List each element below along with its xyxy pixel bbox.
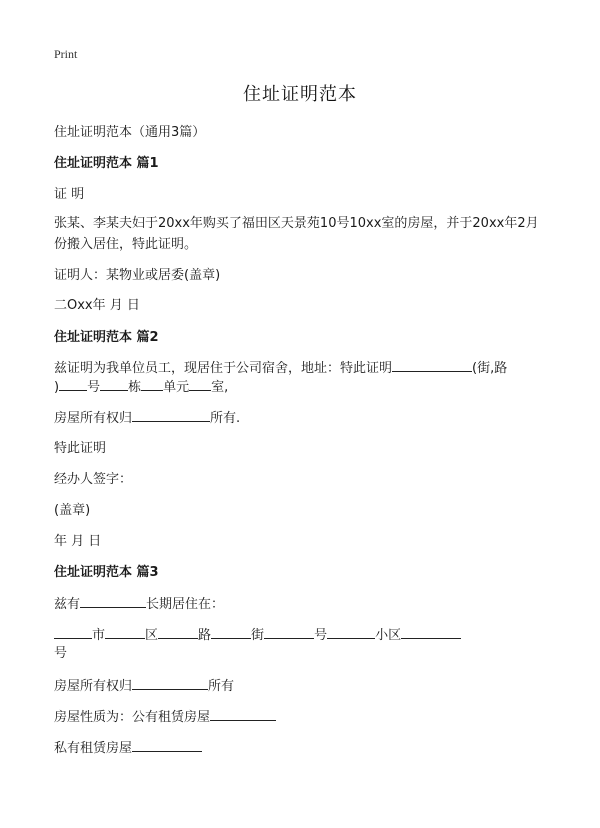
subtitle: 住址证明范本（通用3篇） bbox=[54, 125, 206, 140]
page-title: 住址证明范本 bbox=[243, 84, 357, 105]
paren-close: ) bbox=[54, 380, 60, 395]
nature-label: 房屋性质为：公有租赁房屋 bbox=[54, 710, 211, 725]
part3-address-line bbox=[54, 624, 461, 643]
part2-ownership bbox=[54, 407, 240, 426]
road-label: 路 bbox=[198, 628, 212, 643]
ownership-prefix: 房屋所有权归 bbox=[54, 411, 133, 426]
number-blank[interactable] bbox=[59, 377, 87, 391]
building-blank[interactable] bbox=[100, 377, 128, 391]
part1-heading: 住址证明范本 篇1 bbox=[54, 156, 159, 171]
resident-name-blank[interactable] bbox=[80, 594, 146, 608]
public-rental-blank[interactable] bbox=[210, 707, 276, 721]
part2-line1-text: 兹证明为我单位员工，现居住于公司宿舍，地址：特此证明 bbox=[54, 361, 393, 376]
part2-certify: 特此证明 bbox=[54, 441, 107, 456]
owner-blank[interactable] bbox=[132, 408, 210, 422]
part2-date: 年 月 日 bbox=[54, 534, 102, 549]
resident-prefix: 兹有 bbox=[54, 597, 81, 612]
estate-blank[interactable] bbox=[327, 625, 375, 639]
part1-certifier: 证明人：某物业或居委(盖章) bbox=[54, 268, 221, 283]
part2-address-line2 bbox=[54, 376, 228, 395]
part1-body-line1: 张某、李某夫妇于20xx年购买了福田区天景苑10号10xx室的房屋，并于20xx年2月 bbox=[54, 216, 539, 231]
part1-label: 证 明 bbox=[54, 187, 85, 202]
hao-label: 号 bbox=[87, 380, 101, 395]
owner-blank-3[interactable] bbox=[132, 676, 208, 690]
ownership-suffix: 所有. bbox=[210, 411, 241, 426]
private-rental-blank[interactable] bbox=[132, 738, 202, 752]
ownership-suffix-3: 所有 bbox=[208, 679, 235, 694]
part3-hao-wrap: 号 bbox=[54, 646, 68, 661]
number-blank-3[interactable] bbox=[264, 625, 314, 639]
number-label: 号 bbox=[314, 628, 328, 643]
ownership-prefix-3: 房屋所有权归 bbox=[54, 679, 133, 694]
part1-body-line2: 份搬入居住，特此证明。 bbox=[54, 237, 198, 252]
part2-handler: 经办人签字： bbox=[54, 472, 133, 487]
part3-resident-line bbox=[54, 593, 224, 612]
part1-date: 二Oxx年 月 日 bbox=[54, 298, 140, 313]
estate-number-blank[interactable] bbox=[401, 625, 461, 639]
part2-heading: 住址证明范本 篇2 bbox=[54, 330, 159, 345]
city-label: 市 bbox=[92, 628, 106, 643]
part3-nature bbox=[54, 706, 276, 725]
unit-blank[interactable] bbox=[141, 377, 163, 391]
room-blank[interactable] bbox=[189, 377, 211, 391]
street-blank-3[interactable] bbox=[211, 625, 251, 639]
part3-private-rental bbox=[54, 737, 202, 756]
part3-heading: 住址证明范本 篇3 bbox=[54, 565, 159, 580]
part2-seal: (盖章) bbox=[54, 503, 91, 518]
district-label: 区 bbox=[145, 628, 159, 643]
resident-suffix: 长期居住在： bbox=[146, 597, 225, 612]
part2-address-line1 bbox=[54, 357, 507, 376]
road-blank[interactable] bbox=[158, 625, 198, 639]
danyuan-label: 单元 bbox=[163, 380, 190, 395]
street-blank[interactable] bbox=[392, 358, 472, 372]
print-link[interactable]: Print bbox=[54, 47, 78, 61]
city-blank[interactable] bbox=[54, 625, 92, 639]
part3-ownership bbox=[54, 675, 234, 694]
private-rental-label: 私有租赁房屋 bbox=[54, 741, 133, 756]
street-label: 街 bbox=[251, 628, 265, 643]
district-blank[interactable] bbox=[105, 625, 145, 639]
estate-label: 小区 bbox=[375, 628, 402, 643]
part2-line1-suffix: (街,路 bbox=[472, 361, 508, 376]
shi-label: 室, bbox=[211, 380, 229, 395]
dong-label: 栋 bbox=[128, 380, 142, 395]
